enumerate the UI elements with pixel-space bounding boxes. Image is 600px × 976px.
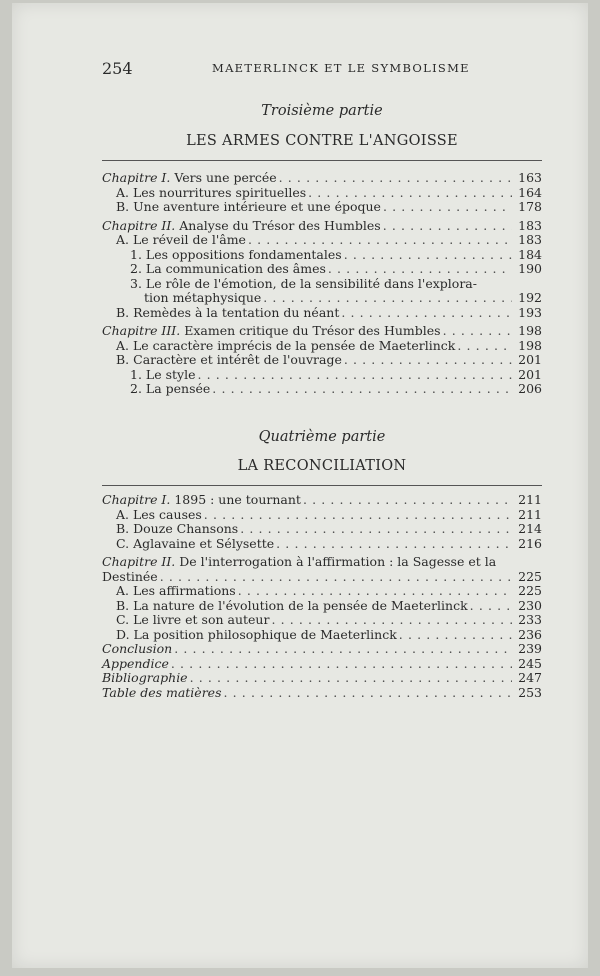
- toc-entry: 1. Les oppositions fondamentales . . . 184: [102, 248, 542, 263]
- toc-entry: B. Douze Chansons . . . 214: [102, 522, 542, 537]
- toc-entry: Chapitre I. 1895 : une tournant . . . 211: [102, 493, 542, 508]
- toc-entry: A. Le réveil de l'âme . . . 183: [102, 233, 542, 248]
- toc-entry: 1. Le style . . . 201: [102, 368, 542, 383]
- part4-toc: [102, 493, 542, 700]
- toc-entry: A. Les nourritures spirituelles . . . 164: [102, 186, 542, 201]
- part4-subtitle: Quatrième partie: [258, 429, 386, 445]
- toc-entry: B. Une aventure intérieure et une époque . . . 178: [102, 200, 542, 215]
- part3-subtitle: Troisième partie: [261, 103, 383, 119]
- toc-entry: 2. La pensée . . . 206: [102, 382, 542, 397]
- toc-entry: B. Remèdes à la tentation du néant . . . 193: [102, 306, 542, 321]
- toc-entry: B. Caractère et intérêt de l'ouvrage . . . 201: [102, 353, 542, 368]
- toc-entry: A. Le caractère imprécis de la pensée de Maeterlinck . . . 198: [102, 339, 542, 354]
- toc-entry: Chapitre II. Analyse du Trésor des Humbles . . . 183: [102, 219, 542, 234]
- toc-entry: tion métaphysique . . . 192: [102, 291, 542, 306]
- toc-entry: A. Les causes . . . 211: [102, 508, 542, 523]
- toc-entry: 2. La communication des âmes . . . 190: [102, 262, 542, 277]
- toc-entry: Chapitre II. De l'interrogation à l'affirmation : la Sagesse et la: [102, 554, 497, 569]
- part3-toc: [102, 171, 542, 397]
- toc-entry: D. La position philosophique de Maeterlinck . . . 236: [102, 628, 542, 643]
- book-page: [12, 3, 588, 968]
- page-number: 254: [102, 59, 133, 78]
- toc-entry: Chapitre III. Examen critique du Trésor des Humbles . . . 198: [102, 324, 542, 339]
- toc-entry: Table des matières . . . 253: [102, 686, 542, 701]
- toc-entry: Bibliographie . . . 247: [102, 671, 542, 686]
- toc-entry: C. Aglavaine et Sélysette . . . 216: [102, 537, 542, 552]
- toc-entry: Appendice . . . 245: [102, 657, 542, 672]
- running-title: MAETERLINCK ET LE SYMBOLISME: [212, 61, 470, 75]
- toc-entry: Chapitre I. Vers une percée . . . 163: [102, 171, 542, 186]
- toc-entry: B. La nature de l'évolution de la pensée de Maeterlinck . . . 230: [102, 599, 542, 614]
- part4-divider: [102, 485, 542, 486]
- toc-entry: 3. Le rôle de l'émotion, de la sensibilité dans l'explora-: [130, 275, 477, 291]
- toc-entry: A. Les affirmations . . . 225: [102, 584, 542, 599]
- part4-title: LA RECONCILIATION: [237, 458, 407, 474]
- part3-divider: [102, 160, 542, 161]
- toc-entry: C. Le livre et son auteur . . . 233: [102, 613, 542, 628]
- page-header: [102, 59, 542, 79]
- part3-title: LES ARMES CONTRE L'ANGOISSE: [186, 133, 458, 149]
- toc-entry: Conclusion . . . 239: [102, 642, 542, 657]
- toc-entry: Destinée . . . 225: [102, 570, 542, 585]
